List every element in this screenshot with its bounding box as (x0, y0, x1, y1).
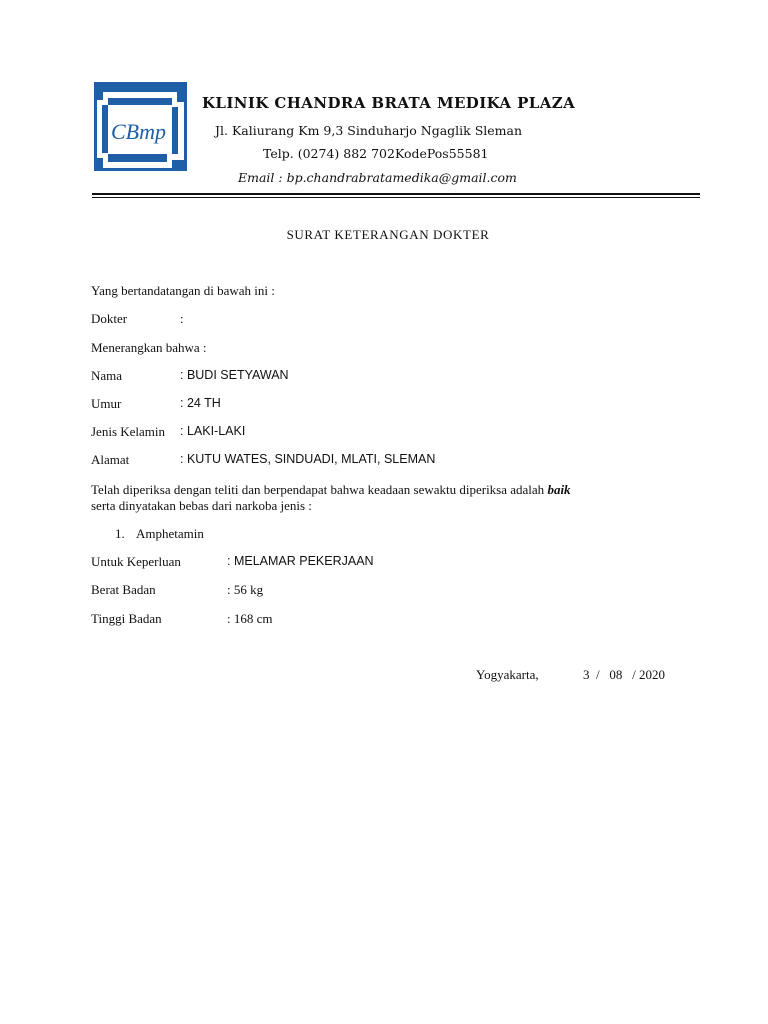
field-label: Nama (91, 368, 123, 383)
statement-paragraph (91, 482, 671, 514)
signature-date: 3 / 08 / 2020 (583, 667, 665, 682)
field-row-age (91, 396, 651, 412)
doctor-colon: : (180, 311, 184, 326)
doctor-row (91, 311, 291, 327)
detail-value: : 168 cm (227, 611, 273, 626)
field-label: Jenis Kelamin (91, 424, 166, 439)
field-row-gender (91, 424, 651, 440)
field-value: : KUTU WATES, SINDUADI, MLATI, SLEMAN (180, 452, 436, 466)
header-divider-thin (92, 197, 700, 198)
detail-value: : MELAMAR PEKERJAAN (227, 554, 374, 568)
clinic-name: KLINIK CHANDRA BRATA MEDIKA PLAZA (202, 94, 576, 112)
detail-label: Berat Badan (91, 582, 156, 597)
statement-emphasis: baik (547, 482, 571, 497)
field-row-address (91, 452, 651, 468)
detail-row-height (91, 611, 651, 627)
detail-label: Tinggi Badan (91, 611, 162, 626)
field-value: : LAKI-LAKI (180, 424, 246, 438)
statement-text: Telah diperiksa dengan teliti dan berpendapat bahwa keadaan sewaktu diperiksa adalah (91, 482, 545, 497)
field-value: : BUDI SETYAWAN (180, 368, 289, 382)
field-row-name (91, 368, 651, 384)
list-number: 1. (115, 526, 125, 541)
list-item (115, 526, 204, 542)
intro-text: Yang bertandatangan di bawah ini : (91, 283, 275, 298)
detail-row-purpose (91, 554, 651, 570)
clinic-phone: Telp. (0274) 882 702KodePos55581 (263, 146, 489, 161)
clinic-address: Jl. Kaliurang Km 9,3 Sinduharjo Ngaglik Sleman (215, 123, 523, 138)
clinic-email: Email : bp.chandrabratamedika@gmail.com (238, 170, 517, 185)
field-label: Umur (91, 396, 122, 411)
field-label: Alamat (91, 452, 130, 467)
detail-label: Untuk Keperluan (91, 554, 181, 569)
detail-row-weight (91, 582, 651, 598)
doctor-label: Dokter (91, 311, 128, 326)
statement-text-cont: serta dinyatakan bebas dari narkoba jenis : (91, 498, 312, 513)
states-text: Menerangkan bahwa : (91, 340, 207, 355)
field-value: : 24 TH (180, 396, 221, 410)
detail-value: : 56 kg (227, 582, 264, 597)
document-title: SURAT KETERANGAN DOKTER (286, 227, 490, 242)
clinic-logo (94, 82, 187, 171)
logo-text: CBmp (111, 119, 166, 144)
signature-place: Yogyakarta, (476, 667, 539, 682)
list-text: Amphetamin (136, 526, 204, 541)
header-divider-thick (92, 193, 700, 195)
